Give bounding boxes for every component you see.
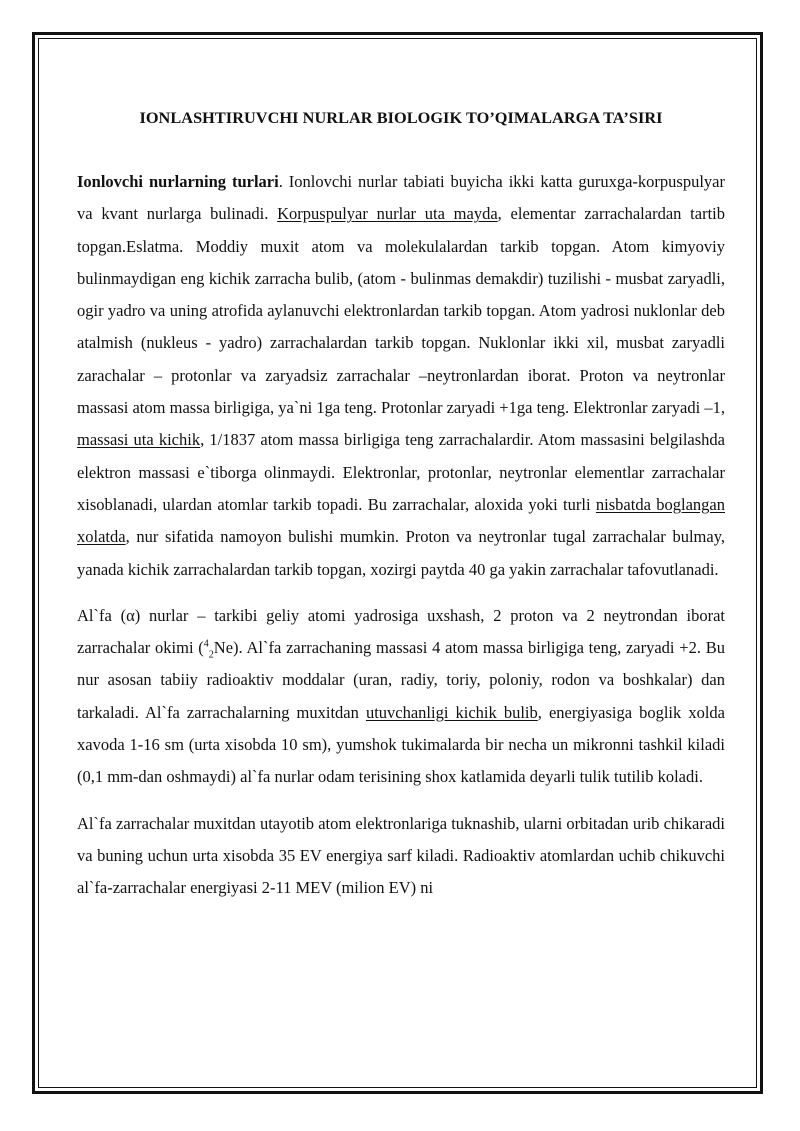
text-run: Al`fa (α) nurlar – tarkibi geliy atomi yadrosiga uxshash, 2 proton va 2 neytrondan iborat zarrachalar okimi ( bbox=[77, 605, 725, 658]
document-title: IONLASHTIRUVCHI NURLAR BIOLOGIK TO’QIMALARGA TA’SIRI bbox=[139, 108, 663, 127]
text-run: Al`fa zarrachalar muxitdan utayotib atom elektronlariga tuknashib, ularni orbitadan urib chikaradi va buning uchun urta xisobda 35 EV energiya sarf kiladi. Radioaktiv atomlardan uchib chikuvchi al`fa-zarrachalar energiyasi 2-11 MEV (milion EV) ni bbox=[77, 813, 725, 898]
text-run: , 1/1837 atom massa birligiga teng zarrachalardir. Atom massasini belgilashda elektron massasi e`tiborga olinmaydi. Elektronlar, protonlar, neytronlar elementlar zarrachalar xisoblanadi, ulardan atomlar tarkib topadi. Bu zarrachalar, aloxida yoki turli bbox=[77, 430, 725, 514]
section-heading-inline: Ionlovchi nurlarning turlari bbox=[77, 172, 279, 191]
document-body bbox=[77, 108, 725, 919]
underlined-phrase: Korpuspulyar nurlar uta mayda bbox=[277, 204, 498, 224]
text-run: , energiyasiga boglik xolda xavoda 1-16 sm (urta xisobda 10 sm), yumshok tukimalarda bir necha un mikronni tashkil kiladi (0,1 mm-dan oshmaydi) al`fa nurlar odam terisining shox katlamida deyarli tulik tutilib koladi. bbox=[77, 702, 725, 787]
paragraph-2 bbox=[77, 600, 725, 794]
text-run: Ne). Al`fa zarrachaning massasi 4 atom massa birligiga teng, zaryadi +2. Bu nur asosan tabiiy radioaktiv moddalar (uran, radiy, toriy, poloniy, rodon va boshkalar) dan tarkaladi. Al`fa zarrachalarning muxitdan bbox=[77, 638, 725, 722]
text-run: , elementar zarrachalardan tartib topgan.Eslatma. Moddiy muxit atom va molekulalardan tarkib topgan. Atom kimyoviy bulinmaydigan eng kichik zarracha bulib, (atom - bulinmas demakdir) tuzilishi - musbat zaryadli, ogir yadro va uning atrofida aylanuvchi elektronlardan tarkib topgan. Atom yadrosi nuklonlar deb atalmish (nukleus - yadro) zarrachalardan tarkib topgan. Nuklonlar ikki xil, musbat zaryadli zarachalar – protonlar va zaryadsiz zarrachalar –neytronlardan iborat. Proton va neytronlar massasi atom massa birligiga, ya`ni 1ga teng. Protonlar zaryadi +1ga teng. Elektronlar zaryadi –1, bbox=[77, 204, 725, 418]
underlined-phrase: nisbatda boglangan xolatda bbox=[77, 494, 726, 547]
atomic-number-subscript: 2 bbox=[208, 649, 214, 661]
underlined-phrase: massasi uta kichik bbox=[77, 430, 201, 450]
mass-number-superscript: 4 bbox=[203, 638, 209, 650]
underlined-phrase: utuvchanligi kichik bulib bbox=[365, 702, 538, 722]
text-run: . Ionlovchi nurlar tabiati buyicha ikki katta guruxga-korpuspulyar va kvant nurlarga bulinadi. bbox=[77, 172, 725, 224]
text-run: , nur sifatida namoyon bulishi mumkin. Proton va neytronlar tugal zarrachalar bulmay, yanada kichik zarrachalardan tarkib topgan, xozirgi paytda 40 ga yakin zarrachalar tafovutlanadi. bbox=[77, 527, 725, 579]
paragraph-1 bbox=[77, 166, 725, 586]
paragraph-3 bbox=[77, 808, 725, 905]
